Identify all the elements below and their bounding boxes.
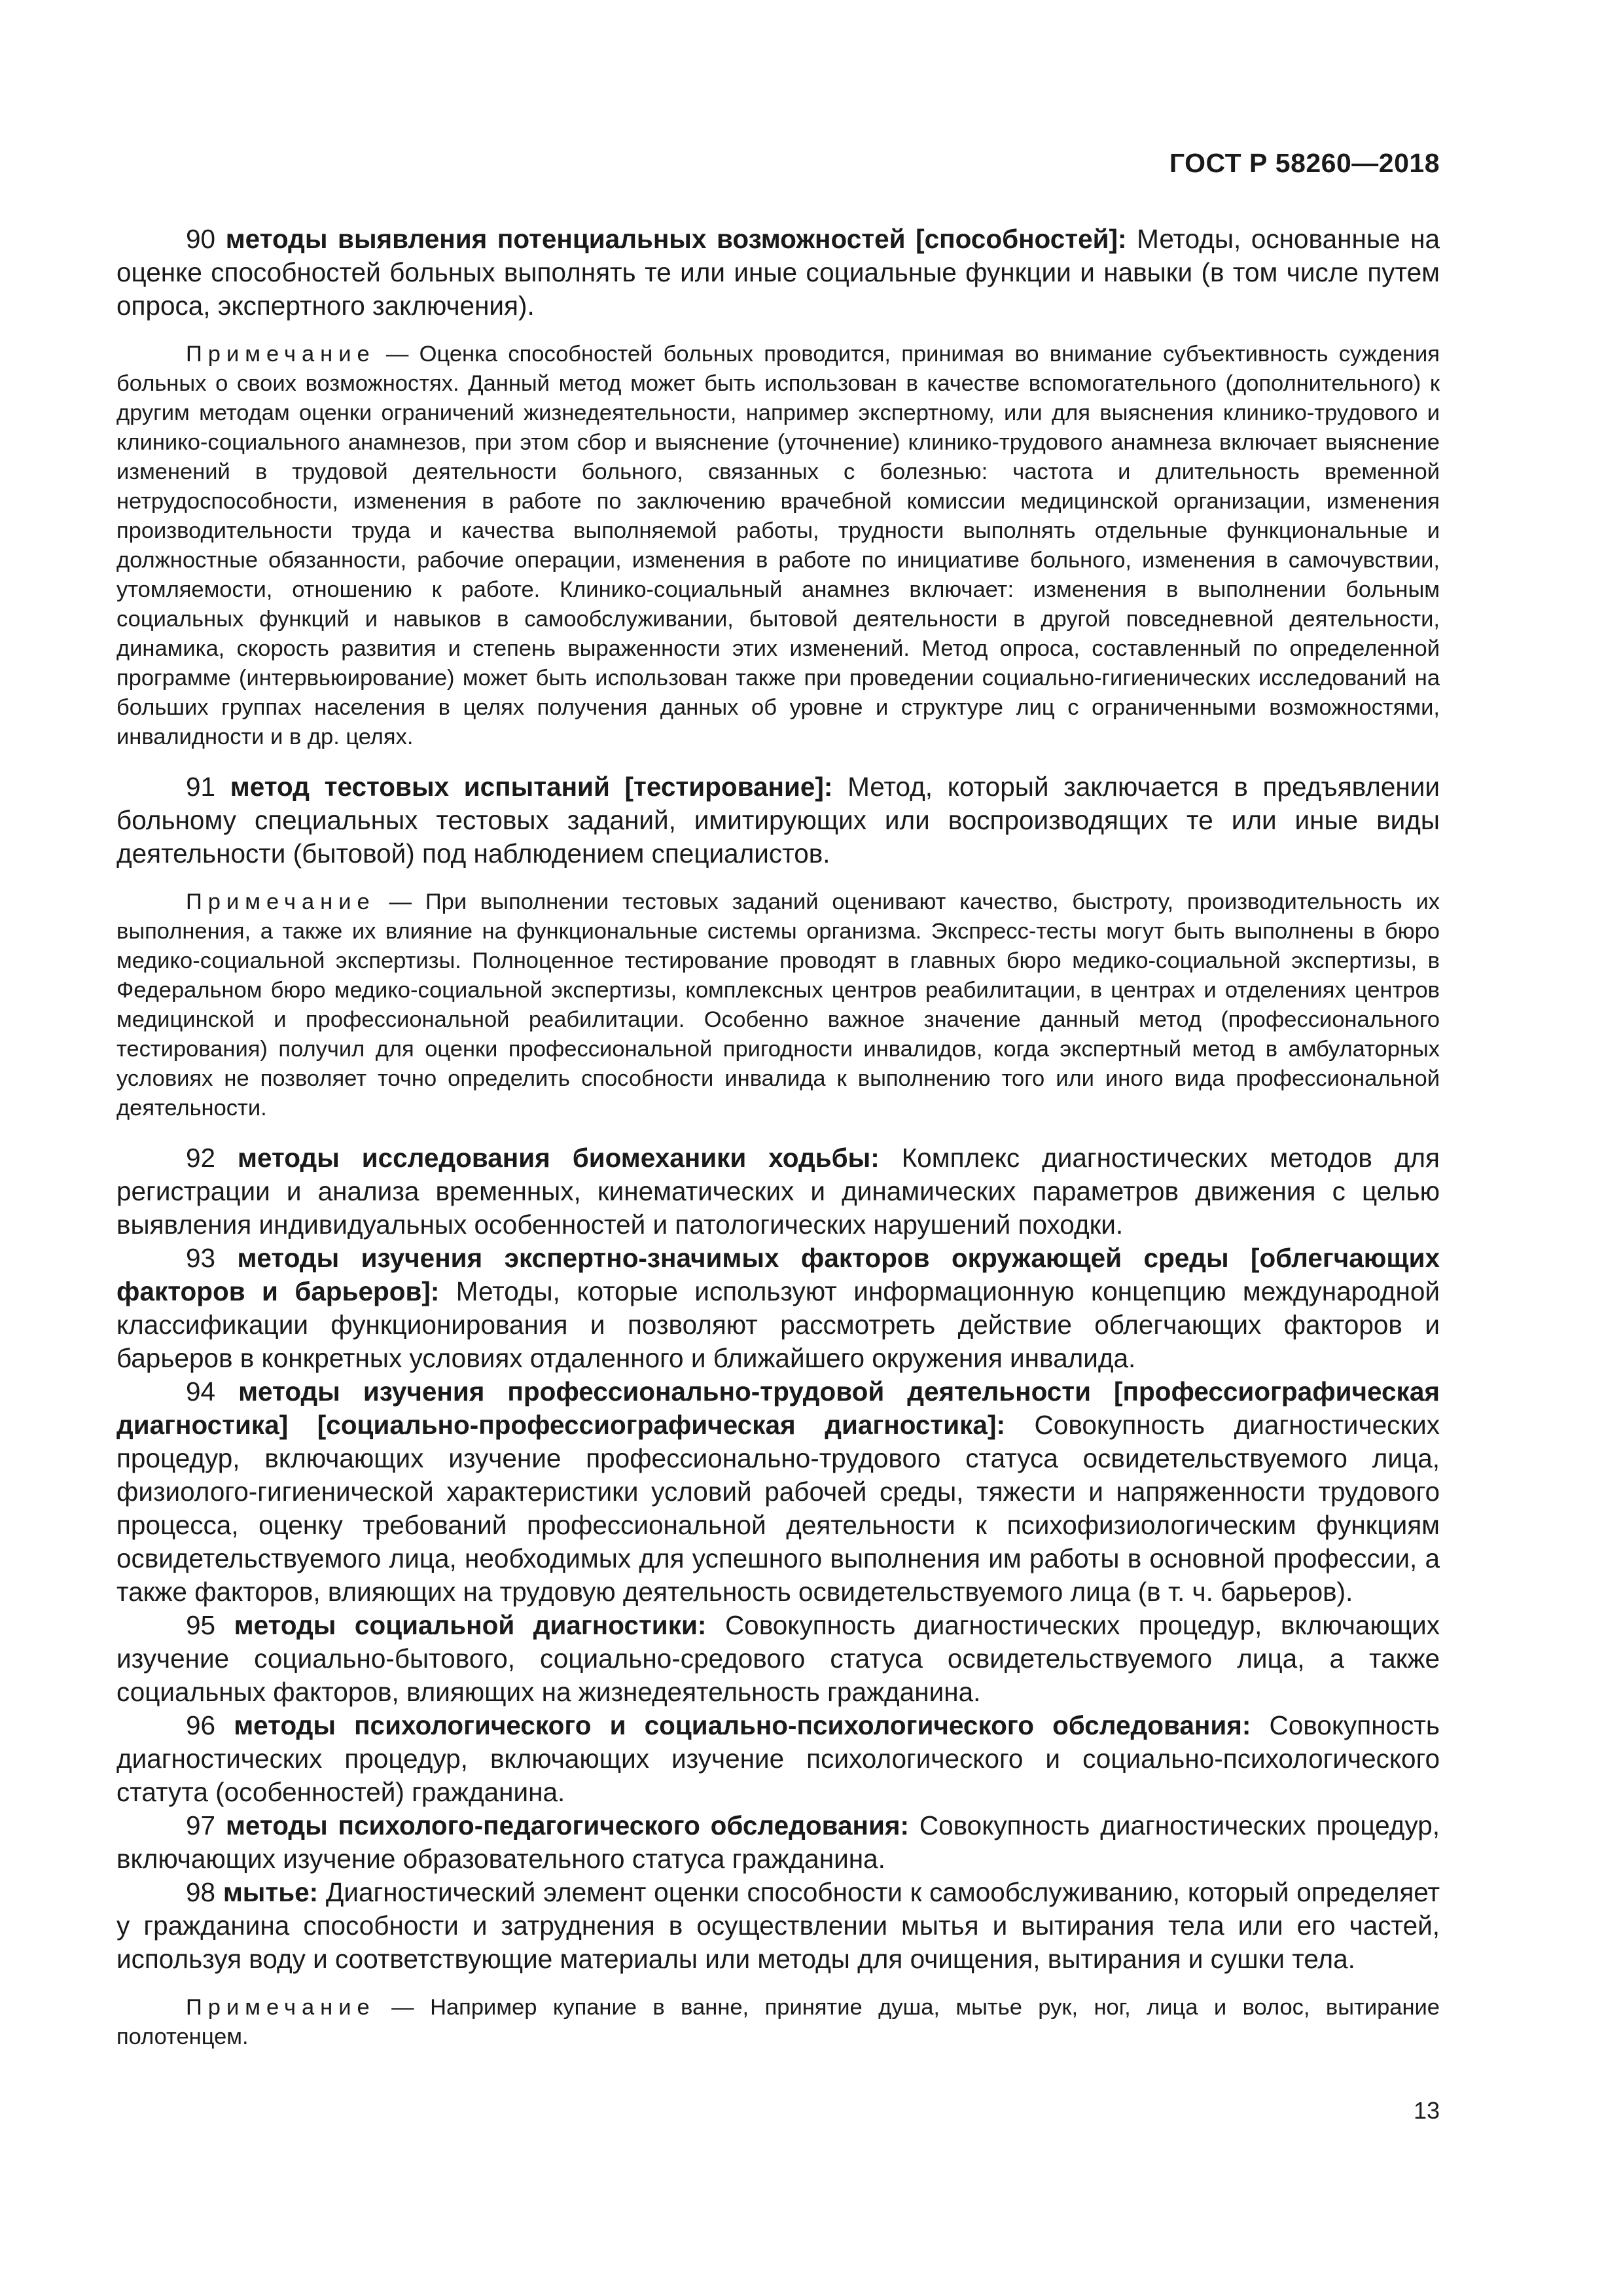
entry-97 xyxy=(116,1809,1440,1876)
entry-93 xyxy=(116,1242,1440,1375)
entry-number: 96 xyxy=(186,1710,216,1740)
entry-term: методы психолого-педагогического обследования: xyxy=(225,1810,909,1840)
entry-definition: Методы, основанные на оценке способностей больных выполнять те или иные социальные функции и навыки (в том числе путем опроса, экспертного заключения). xyxy=(116,224,1440,321)
entry-term: методы изучения экспертно-значимых факторов окружающей среды [облегчающих факторов и барьеров]: xyxy=(116,1243,1440,1306)
entry-term: метод тестовых испытаний [тестирование]: xyxy=(230,772,833,802)
entry-98 xyxy=(116,1876,1440,1976)
entry-term: методы выявления потенциальных возможностей [способностей]: xyxy=(225,224,1127,254)
entry-term: методы психологического и социально-психологического обследования: xyxy=(234,1710,1251,1740)
entry-number: 97 xyxy=(186,1810,216,1840)
note-label: Примечание xyxy=(186,1995,376,2020)
entry-term: методы социальной диагностики: xyxy=(234,1610,707,1640)
entry-definition: Комплекс диагностических методов для регистрации и анализа временных, кинематических и динамических параметров движения с целью выявления индивидуальных особенностей и патологических нарушений походки. xyxy=(116,1143,1440,1240)
entry-definition: Метод, который заключается в предъявлении больному специальных тестовых заданий, имитирующих или воспроизводящих те или иные виды деятельности (бытовой) под наблюдением специалистов. xyxy=(116,772,1440,869)
entry-92 xyxy=(116,1141,1440,1242)
note-text: — При выполнении тестовых заданий оценивают качество, быстроту, производительность их выполнения, а также их влияние на функциональные системы организма. Экспресс-тесты могут быть выполнены в бюро медико-социальной экспертизы. Полноценное тестирование проводят в главных бюро медико-социальной экспертизы, в Федеральном бюро медико-социальной экспертизы, комплексных центров реабилитации, в центрах и отделениях центров медицинской и профессиональной реабилитации. Особенно важное значение данный метод (профессионального тестирования) получил для оценки профессиональной пригодности инвалидов, когда экспертный метод в амбулаторных условиях не позволяет точно определить способности инвалида к выполнению того или иного вида профессиональной деятельности. xyxy=(116,889,1440,1121)
entry-number: 90 xyxy=(186,224,216,254)
entry-term: мытье: xyxy=(223,1877,319,1907)
note-label: Примечание xyxy=(186,889,376,914)
entry-definition: Диагностический элемент оценки способности к самообслуживанию, который определяет у гражданина способности и затруднения в осуществлении мытья и вытирания тела или его частей, используя воду и соответствующие материалы или методы для очищения, вытирания и сушки тела. xyxy=(116,1877,1440,1974)
entry-number: 91 xyxy=(186,772,216,802)
entry-96 xyxy=(116,1709,1440,1809)
note-text: — Оценка способностей больных проводится, принимая во внимание субъективность суждения больных о своих возможностях. Данный метод может быть использован в качестве вспомогательного (дополнительного) к другим методам оценки ограничений жизнедеятельности, например экспертному, или для выяснения клинико-трудового и клинико-социального анамнезов, при этом сбор и выяснение (уточнение) клинико-трудового анамнеза включает выяснение изменений в трудовой деятельности больного, связанных с болезнью: частота и длительность временной нетрудоспособности, изменения в работе по заключению врачебной комиссии медицинской организации, изменения производительности труда и качества выполняемой работы, трудности выполнять отдельные функциональные и должностные обязанности, рабочие операции, изменения в работе по инициативе больного, изменения в самочувствии, утомляемости, отношению к работе. Клинико-социальный анамнез включает: изменения в выполнении больным социальных функций и навыков в самообслуживании, бытовой деятельности в другой повседневной деятельности, динамика, скорость развития и степень выраженности этих изменений. Метод опроса, составленный по определенной программе (интервьюирование) может быть использован также при проведении социально-гигиенических исследований на больших группах населения в целях получения данных об уровне и структуре лиц с ограниченными возможностями, инвалидности и в др. целях. xyxy=(116,342,1440,749)
note-98 xyxy=(116,1993,1440,2052)
page-number: 13 xyxy=(1413,2097,1440,2124)
entry-definition: Совокупность диагностических процедур, включающих изучение социально-бытового, социально-средового статуса освидетельствуемого лица, а также социальных факторов, влияющих на жизнедеятельность гражданина. xyxy=(116,1610,1440,1707)
entry-number: 92 xyxy=(186,1143,216,1173)
entry-number: 94 xyxy=(186,1376,216,1407)
note-91 xyxy=(116,888,1440,1123)
entry-number: 93 xyxy=(186,1243,216,1273)
entry-term: методы исследования биомеханики ходьбы: xyxy=(238,1143,880,1173)
entry-definition: Методы, которые используют информационную концепцию международной классификации функционирования и позволяют рассмотреть действие облегчающих факторов и барьеров в конкретных условиях отдаленного и ближайшего окружения инвалида. xyxy=(116,1276,1440,1373)
entry-definition: Совокупность диагностических процедур, включающих изучение образовательного статуса гражданина. xyxy=(116,1810,1440,1874)
entry-95 xyxy=(116,1609,1440,1709)
document-body xyxy=(116,223,1440,2070)
entry-definition: Совокупность диагностических процедур, включающих изучение профессионально-трудового статуса освидетельствуемого лица, физиолого-гигиенической характеристики условий рабочей среды, тяжести и напряженности трудового процесса, оценку требований профессиональной деятельности к психофизиологическим функциям освидетельствуемого лица, необходимых для успешного выполнения им работы в основной профессии, а также факторов, влияющих на трудовую деятельность освидетельствуемого лица (в т. ч. барьеров). xyxy=(116,1410,1440,1607)
document-page xyxy=(116,0,1440,2296)
entry-definition: Совокупность диагностических процедур, включающих изучение психологического и социально-психологического статута (особенностей) гражданина. xyxy=(116,1710,1440,1807)
entry-91 xyxy=(116,770,1440,870)
entry-number: 95 xyxy=(186,1610,216,1640)
note-text: — Например купание в ванне, принятие душа, мытье рук, ног, лица и волос, вытирание полотенцем. xyxy=(116,1995,1440,2049)
entry-90 xyxy=(116,223,1440,323)
entry-term: методы изучения профессионально-трудовой деятельности [профессиографическая диагностика] [социально-профессиографическая диагностика]: xyxy=(116,1376,1440,1440)
entry-94 xyxy=(116,1375,1440,1609)
entry-number: 98 xyxy=(186,1877,216,1907)
note-90 xyxy=(116,340,1440,752)
standard-code-header: ГОСТ Р 58260—2018 xyxy=(1169,148,1440,178)
note-label: Примечание xyxy=(186,342,376,367)
